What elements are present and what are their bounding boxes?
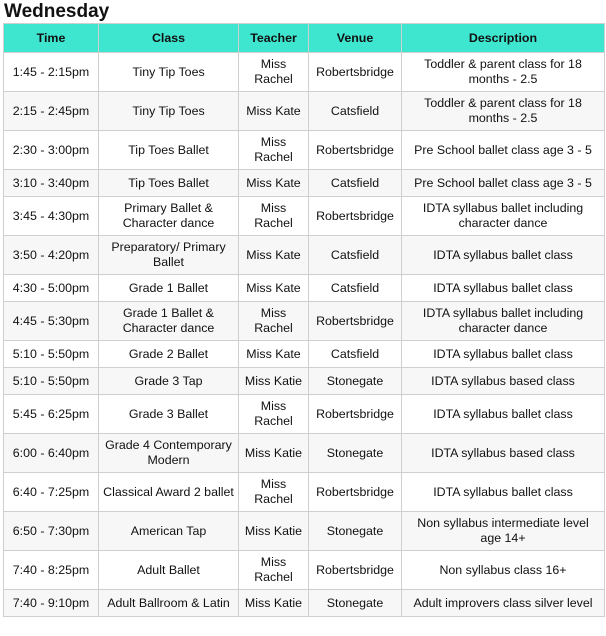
header-row — [4, 24, 605, 53]
venue-cell: Catsfield — [309, 92, 402, 131]
teacher-cell: Miss Katie — [239, 512, 309, 551]
description-cell: IDTA syllabus ballet class — [402, 473, 605, 512]
teacher-cell: Miss Rachel — [239, 197, 309, 236]
class-cell: Tip Toes Ballet — [99, 170, 239, 197]
page-title: Wednesday — [4, 1, 110, 22]
teacher-cell: Miss Kate — [239, 275, 309, 302]
table-row — [4, 275, 605, 302]
table-row — [4, 395, 605, 434]
teacher-cell: Miss Rachel — [239, 473, 309, 512]
time-cell: 6:00 - 6:40pm — [4, 434, 99, 473]
class-cell: Grade 1 Ballet — [99, 275, 239, 302]
venue-cell: Stonegate — [309, 434, 402, 473]
venue-cell: Stonegate — [309, 512, 402, 551]
time-cell: 5:10 - 5:50pm — [4, 368, 99, 395]
teacher-cell: Miss Kate — [239, 236, 309, 275]
venue-cell: Stonegate — [309, 368, 402, 395]
time-cell: 3:10 - 3:40pm — [4, 170, 99, 197]
table-row — [4, 236, 605, 275]
class-cell: Primary Ballet & Character dance — [99, 197, 239, 236]
teacher-cell: Miss Katie — [239, 434, 309, 473]
class-cell: Preparatory/ Primary Ballet — [99, 236, 239, 275]
description-cell: IDTA syllabus ballet including character dance — [402, 302, 605, 341]
table-row — [4, 512, 605, 551]
venue-cell: Robertsbridge — [309, 551, 402, 590]
time-cell: 7:40 - 8:25pm — [4, 551, 99, 590]
class-cell: Grade 3 Tap — [99, 368, 239, 395]
table-row — [4, 197, 605, 236]
teacher-cell: Miss Katie — [239, 368, 309, 395]
venue-cell: Robertsbridge — [309, 53, 402, 92]
description-cell: IDTA syllabus ballet class — [402, 341, 605, 368]
description-cell: IDTA syllabus based class — [402, 368, 605, 395]
venue-cell: Robertsbridge — [309, 302, 402, 341]
time-cell: 7:40 - 9:10pm — [4, 590, 99, 617]
class-cell: Adult Ballet — [99, 551, 239, 590]
venue-cell: Robertsbridge — [309, 131, 402, 170]
table-row — [4, 92, 605, 131]
time-cell: 1:45 - 2:15pm — [4, 53, 99, 92]
table-row — [4, 131, 605, 170]
time-cell: 4:45 - 5:30pm — [4, 302, 99, 341]
time-cell: 4:30 - 5:00pm — [4, 275, 99, 302]
teacher-cell: Miss Rachel — [239, 395, 309, 434]
time-cell: 6:50 - 7:30pm — [4, 512, 99, 551]
description-cell: Non syllabus class 16+ — [402, 551, 605, 590]
description-cell: IDTA syllabus ballet class — [402, 275, 605, 302]
description-cell: IDTA syllabus ballet class — [402, 236, 605, 275]
table-row — [4, 368, 605, 395]
class-cell: Adult Ballroom & Latin — [99, 590, 239, 617]
table-row — [4, 341, 605, 368]
column-header-description: Description — [402, 24, 605, 53]
teacher-cell: Miss Rachel — [239, 302, 309, 341]
venue-cell: Catsfield — [309, 170, 402, 197]
teacher-cell: Miss Kate — [239, 92, 309, 131]
teacher-cell: Miss Kate — [239, 341, 309, 368]
description-cell: Non syllabus intermediate level age 14+ — [402, 512, 605, 551]
table-row — [4, 434, 605, 473]
class-cell: Grade 1 Ballet & Character dance — [99, 302, 239, 341]
table-row — [4, 590, 605, 617]
description-cell: IDTA syllabus based class — [402, 434, 605, 473]
description-cell: Pre School ballet class age 3 - 5 — [402, 170, 605, 197]
time-cell: 2:15 - 2:45pm — [4, 92, 99, 131]
description-cell: Adult improvers class silver level — [402, 590, 605, 617]
teacher-cell: Miss Rachel — [239, 551, 309, 590]
description-cell: IDTA syllabus ballet class — [402, 395, 605, 434]
venue-cell: Catsfield — [309, 275, 402, 302]
class-cell: Tiny Tip Toes — [99, 92, 239, 131]
class-cell: American Tap — [99, 512, 239, 551]
class-cell: Tip Toes Ballet — [99, 131, 239, 170]
time-cell: 5:10 - 5:50pm — [4, 341, 99, 368]
description-cell: Toddler & parent class for 18 months - 2.5 — [402, 92, 605, 131]
time-cell: 2:30 - 3:00pm — [4, 131, 99, 170]
column-header-class: Class — [99, 24, 239, 53]
description-cell: Pre School ballet class age 3 - 5 — [402, 131, 605, 170]
venue-cell: Robertsbridge — [309, 473, 402, 512]
column-header-time: Time — [4, 24, 99, 53]
column-header-venue: Venue — [309, 24, 402, 53]
table-row — [4, 302, 605, 341]
description-cell: IDTA syllabus ballet including character dance — [402, 197, 605, 236]
schedule-table — [3, 23, 605, 617]
teacher-cell: Miss Rachel — [239, 53, 309, 92]
class-cell: Grade 2 Ballet — [99, 341, 239, 368]
table-row — [4, 170, 605, 197]
venue-cell: Stonegate — [309, 590, 402, 617]
table-row — [4, 551, 605, 590]
column-header-teacher: Teacher — [239, 24, 309, 53]
teacher-cell: Miss Katie — [239, 590, 309, 617]
venue-cell: Catsfield — [309, 236, 402, 275]
teacher-cell: Miss Kate — [239, 170, 309, 197]
time-cell: 5:45 - 6:25pm — [4, 395, 99, 434]
table-row — [4, 473, 605, 512]
class-cell: Classical Award 2 ballet — [99, 473, 239, 512]
time-cell: 3:45 - 4:30pm — [4, 197, 99, 236]
venue-cell: Robertsbridge — [309, 197, 402, 236]
teacher-cell: Miss Rachel — [239, 131, 309, 170]
class-cell: Tiny Tip Toes — [99, 53, 239, 92]
venue-cell: Catsfield — [309, 341, 402, 368]
class-cell: Grade 3 Ballet — [99, 395, 239, 434]
class-cell: Grade 4 Contemporary Modern — [99, 434, 239, 473]
time-cell: 6:40 - 7:25pm — [4, 473, 99, 512]
venue-cell: Robertsbridge — [309, 395, 402, 434]
table-row — [4, 53, 605, 92]
description-cell: Toddler & parent class for 18 months - 2.5 — [402, 53, 605, 92]
time-cell: 3:50 - 4:20pm — [4, 236, 99, 275]
